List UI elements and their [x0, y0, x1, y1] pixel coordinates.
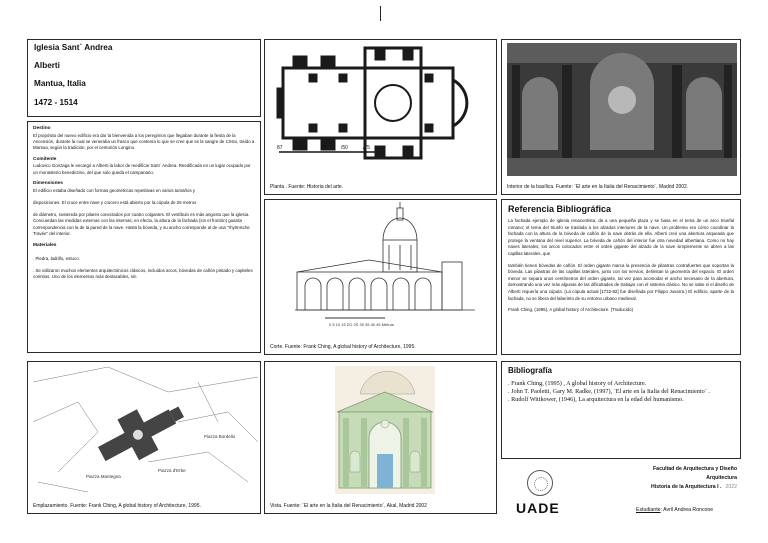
- plan-caption: Planta . Fuente: Historia del arte.: [270, 184, 344, 190]
- floor-plan-drawing: [265, 40, 497, 180]
- dimensiones-text-1: El edificio estaba diseñado con formas geométricas repetitivas en varios tamaños y: [33, 187, 196, 193]
- location: Mantua, Italia: [34, 79, 86, 89]
- bibliografia-item: . Frank Ching, (1995) , A global history of Architecture.: [508, 380, 647, 387]
- faculty-name: Facultad de Arquitectura y Diseño: [653, 466, 737, 472]
- site-label-bordello: Piazza Bordello: [204, 434, 236, 439]
- student-line: [636, 507, 713, 513]
- site-panel: [27, 361, 261, 514]
- plan-panel: [264, 39, 497, 195]
- plan-scale-3: /50: [341, 145, 348, 151]
- plan-scale-1: 0: [299, 145, 302, 151]
- materiales-text-1: . Piedra, ladrillo, estuco.: [33, 255, 80, 261]
- bibliografia-heading: Bibliografía: [508, 366, 553, 375]
- comitente-heading: Comitente: [33, 156, 57, 162]
- site-map-drawing: [28, 362, 261, 498]
- student-label: Estudiante: [636, 507, 661, 513]
- plan-scale-0: 87: [277, 145, 283, 151]
- site-label-mantegna: Piazza Mantegna: [86, 474, 121, 479]
- plan-scale-2: 25: [321, 145, 327, 151]
- section-panel: [264, 199, 497, 355]
- architect-name: Alberti: [34, 61, 60, 71]
- facade-drawing: [265, 362, 497, 498]
- interior-caption: Interior de la basílica. Fuente: ¨El arte en la Italia del Renacimiento¨, Madrid 2002.: [507, 184, 689, 190]
- front-panel: [264, 361, 497, 514]
- top-divider: [380, 6, 381, 21]
- dimensiones-heading: Dimensiones: [33, 180, 63, 186]
- uade-seal-icon: [527, 470, 553, 496]
- comitente-text: Ludovico Gonzaga le encargó a Alberti la labor de reedificar Sant´ Andrea. Reedificada en un lugar ocupado por un monasterio benedictino, del que solo queda el campanario.: [33, 163, 251, 175]
- title-block: [27, 39, 261, 117]
- destino-heading: Destino: [33, 126, 51, 131]
- front-caption: Vista. Fuente: ¨El arte en la Italia del Renacimiento¨, Akal, Madrid 2002: [270, 503, 427, 509]
- interior-photo: [502, 40, 741, 180]
- course-name: Historia de la Arquitectura I .: [651, 484, 722, 490]
- area-name: Arquitectura: [706, 475, 737, 481]
- uade-logo: UADE: [516, 500, 560, 516]
- bibliografia-item: . Rudolf Wittkower, (1946), La arquitectura en la edad del humanismo.: [508, 396, 684, 404]
- referencia-paragraph-1: La fachada ejemplo de iglesia renacentista, da a una pequeña plaza y se basa en el tema de un arco triunfal romano; el tema del triunfo se traslada a los alzados interiores de la nave. Un problema era cómo coordinar la fachada con la altura de la bóveda de cañón de la nave detrás de ella. Alberti creó una abertura arqueada que protege la ventana del nivel superior. La bóveda de cañón del interior fue otra novedad albertiana. Como no hay naves laterales, los arcos colocados entre el orden gigante del alzado de la nave simplemente se abren a las capillas laterales, que: [508, 218, 734, 257]
- site-caption: Emplazamiento. Fuente: Frank Ching, A global history of Architecture, 1995.: [33, 503, 201, 509]
- referencia-source: Frank Ching, (1995), A global history of Architecture. (Traducido): [508, 307, 634, 313]
- referencia-paragraph-2: también tienen bóvedas de cañón. El orden gigante marca la presencia de pilastras contrafuertes que soportan la bóveda. Las pilastras de las capillas laterales, junto con los nervios, delimitan la geometría del espacio. El orden menor se separa unos centímetros del orden gigante, tal vez para acomodar el ancho necesario de la abertura, demostrando una vez más algunas de las dificultades de trabajar con el sistema clásico. No se sabe si el diseño de Alberti requería una cúpula. (La cúpula actual [1732-82] fue diseñada por Filippo Juvarra.) El edificio, aparte de la fachada, no se libera del laberinto de su entorno urbano medieval.: [508, 262, 734, 301]
- destino-text: El propósito del nuevo edificio era dar la bienvenida a los peregrinos que llegaban durante la fiesta de la Ascensión, durante la cual se veneraba un frasco que contenía lo que se cree que es la sangre de Cristo, traído a Mantua, según la tradición, por el centurión Longino.: [33, 132, 255, 151]
- bibliografia-item: . John T. Paoletti, Gary M. Radke, (1997), ¨El arte en la Italia del Renacimiento¨ .: [508, 388, 710, 396]
- dimensiones-text-3: de diámetro, sostenida por pilares conectados por cuatro colgantes. El vestíbulo es más angosto que la iglesia. Concuerdan las medidas externas con las internas; en efecto, la altura de la fachada (sin el frontón) guarda correspondencia con la de la pared de la nave. Hasta la bóveda, y su ancho corresponde al de una "rhytmische Travée" del interior.: [33, 212, 250, 236]
- referencia-heading: Referencia Bibliográfica: [508, 204, 612, 214]
- course-year: 2022: [725, 484, 737, 490]
- section-caption: Corte. Fuente: Frank Ching, A global history of Architecture, 1995.: [270, 344, 416, 350]
- church-name: Iglesia Sant` Andrea: [34, 43, 113, 52]
- site-label-erbe: Piazza d'Erbe: [158, 468, 186, 473]
- section-drawing: [265, 200, 497, 340]
- description-panel: [27, 121, 261, 353]
- student-name: : Avril Andrea Roncone: [660, 507, 714, 513]
- dimensiones-text-2: disposiciones. El cruce entre nave y crucero está abierto por la cúpula de 25 metros: [33, 199, 197, 205]
- interior-panel: [501, 39, 741, 195]
- bibliografia-panel: [501, 361, 741, 459]
- referencia-panel: [501, 199, 741, 355]
- materiales-text-2: . Se utilizaron muchos elementos arquitectónicos clásicos, incluidos arcos, bóvedas de cañón pintado y capiteles corintios. Uno de los elementos más destacables, sin: [33, 268, 253, 280]
- years: 1472 - 1514: [34, 97, 78, 107]
- plan-scale-4: /75: [363, 145, 370, 151]
- footer: [501, 462, 741, 522]
- course-line: [651, 484, 737, 491]
- materiales-heading: Materiales: [33, 243, 57, 249]
- section-scale: 0 5 10 15 ZO 2S 30 35 40 45 Metros: [329, 322, 394, 327]
